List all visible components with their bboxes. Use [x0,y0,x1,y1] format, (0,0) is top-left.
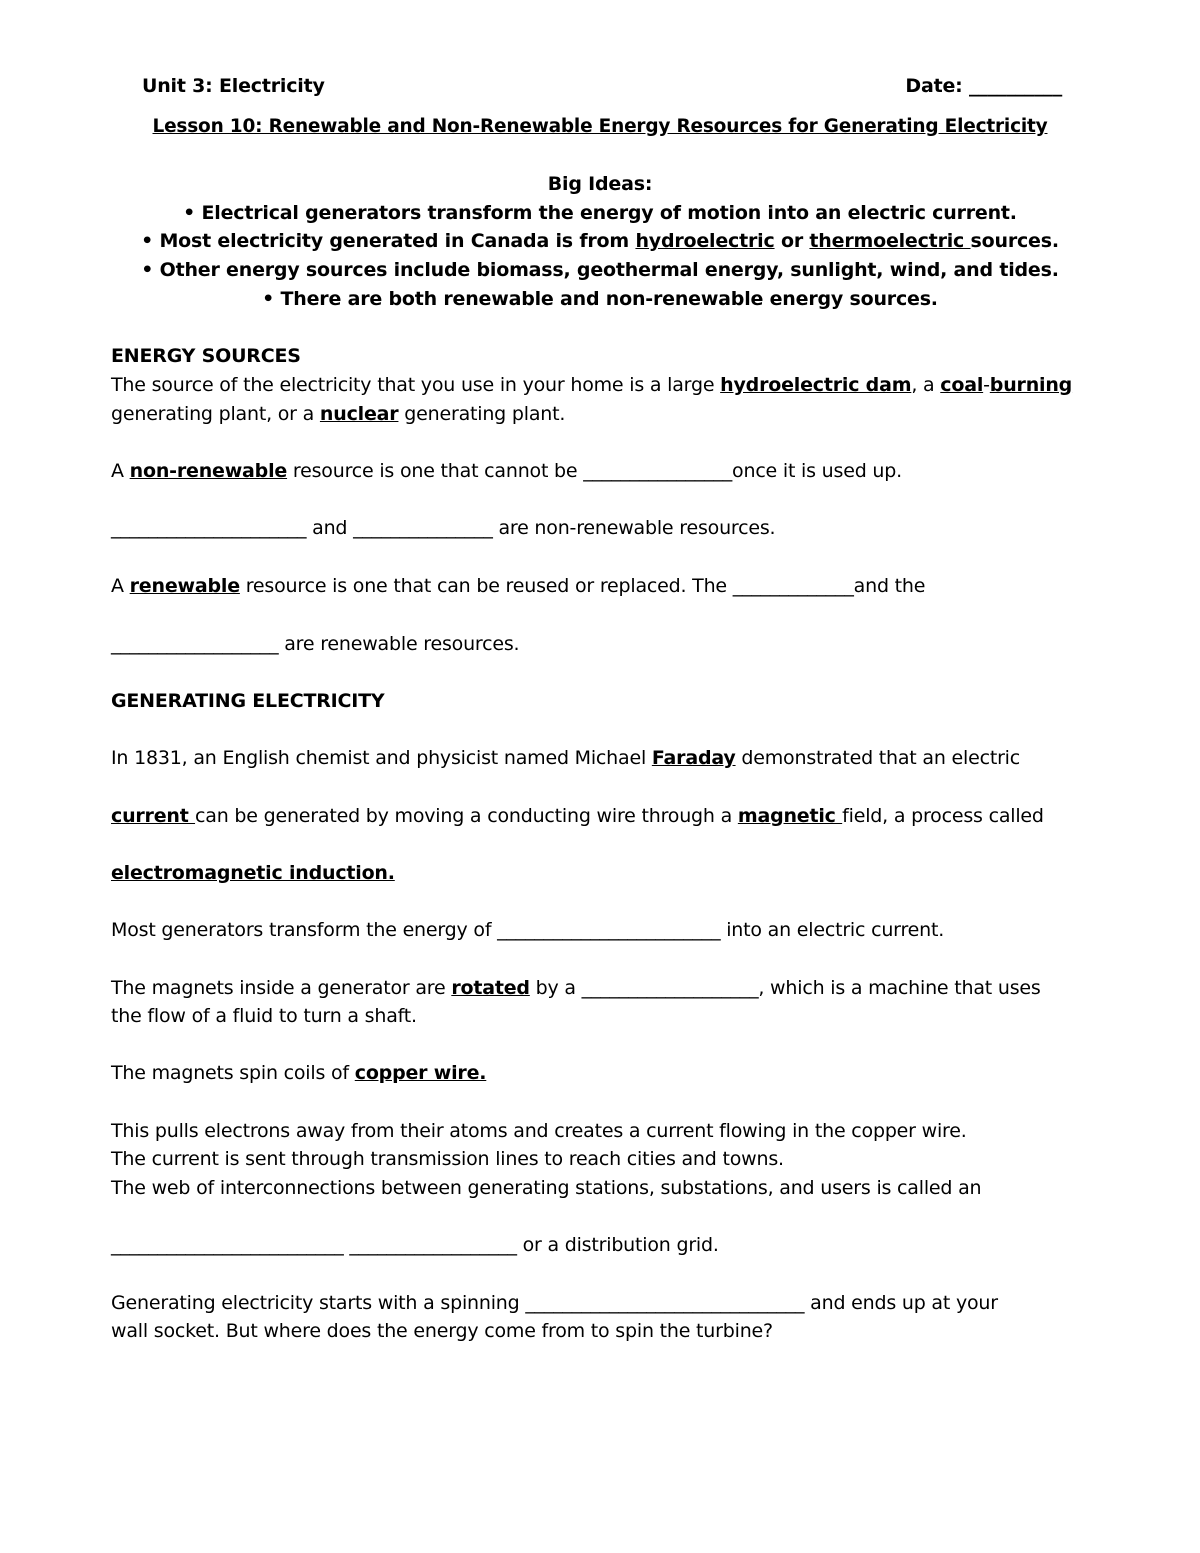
term-renewable: renewable [129,575,240,597]
spinning-line2: wall socket. But where does the energy come from to spin the turbine? [111,1320,773,1342]
big-idea-2 [0,227,1200,255]
term-hydroelectric: hydroelectric [635,230,775,252]
term-hydroelectric-dam: hydroelectric dam [720,374,912,396]
generating-electricity-heading: GENERATING ELECTRICITY [111,690,385,712]
text: generating plant. [398,403,566,425]
spinning-line1: Generating electricity starts with a spinning ______________________________ and ends up at your [111,1292,998,1314]
magnets-rotated-line2: the flow of a fluid to turn a shaft. [111,1005,417,1027]
term-nuclear: nuclear [319,403,399,425]
text: can be generated by moving a conducting wire through a [195,805,738,827]
faraday-line [111,744,1020,772]
generators-energy-blank: Most generators transform the energy of ________________________ into an electric current. [111,919,945,941]
text: The magnets inside a generator are [111,977,452,999]
text: The source of the electricity that you use in your home is a large [111,374,721,396]
current-line [111,802,1044,830]
text: generating plant, or a [111,403,320,425]
text: , a [911,374,941,396]
text: resource is one that cannot be ________________once it is used up. [287,460,902,482]
text: by a ___________________, which is a machine that uses [529,977,1041,999]
date-field: Date: __________ [905,75,1062,97]
big-idea-2-text-e: sources. [970,230,1059,252]
non-renewable-examples-blank: _____________________ and _______________ are non-renewable resources. [111,517,776,539]
lesson-title: Lesson 10: Renewable and Non-Renewable Energy Resources for Generating Electricity [152,116,1048,137]
term-copper-wire: copper wire. [354,1062,487,1084]
term-magnetic: magnetic [737,805,843,827]
big-idea-1: • Electrical generators transform the energy of motion into an electric current. [183,202,1017,224]
big-idea-3: • Other energy sources include biomass, geothermal energy, sunlight, wind, and tides. [141,259,1059,281]
text: field, a process called [842,805,1044,827]
term-thermoelectric: thermoelectric [809,230,971,252]
energy-sources-heading: ENERGY SOURCES [111,345,301,367]
big-idea-2-text-c: or [774,230,810,252]
big-ideas-heading: Big Ideas: [547,173,653,195]
non-renewable-definition [111,457,902,485]
term-burning: burning [989,374,1073,396]
big-idea-4: • There are both renewable and non-renewable energy sources. [262,288,938,310]
big-idea-2-text-a: • Most electricity generated in Canada is from [141,230,636,252]
term-faraday: Faraday [651,747,736,769]
renewable-examples-blank: __________________ are renewable resources. [111,633,520,655]
transmission-line: The current is sent through transmission lines to reach cities and towns. [111,1148,784,1170]
electrons-line: This pulls electrons away from their atoms and creates a current flowing in the copper wire. [111,1120,967,1142]
magnets-rotated-line1 [111,974,1041,1002]
text: In 1831, an English chemist and physicist named Michael [111,747,652,769]
header-row [142,72,1062,100]
grid-blank-line: _________________________ __________________ or a distribution grid. [111,1234,719,1256]
energy-sources-p1-line1 [111,371,1072,399]
text: resource is one that can be reused or replaced. The _____________and the [239,575,926,597]
unit-title: Unit 3: Electricity [142,75,325,97]
term-coal: coal [940,374,984,396]
term-current: current [111,805,196,827]
energy-sources-p1-line2 [111,400,565,428]
text: demonstrated that an electric [735,747,1021,769]
text: A [111,575,130,597]
text: A [111,460,130,482]
term-rotated: rotated [451,977,530,999]
renewable-definition [111,572,925,600]
interconnections-line: The web of interconnections between generating stations, substations, and users is called an [111,1177,982,1199]
copper-wire-line [111,1059,486,1087]
text: The magnets spin coils of [111,1062,355,1084]
term-electromagnetic-induction: electromagnetic induction. [111,862,395,884]
term-non-renewable: non-renewable [129,460,288,482]
text: - [983,374,990,396]
